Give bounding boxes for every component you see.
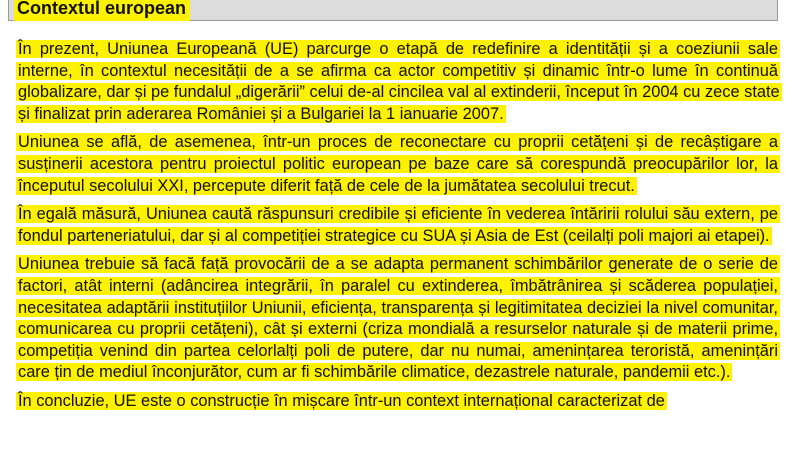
paragraph-text: Uniunea trebuie să facă față provocării de a se adapta permanent schimbărilor generate de o serie de factori, atât interni (adâncirea integrării, în paralel cu extinderea, îmbătrânirea și scăderea populației, necesitatea adaptării instituțiilor Uniunii, eficiența, transparența și legitimitatea deciziei la nivel comunitar, comunicarea cu proprii cetățeni), cât și externi (criza mondială a resurselor naturale și de materii prime, competiția venind din partea celorlalți poli de putere, dar nu numai, amenințarea teroristă, amenințări care țin de mediul înconjurător, cum ar fi schimbările climatice, dezastrele naturale, pandemii etc.). — [18, 255, 778, 382]
paragraph-5 — [16, 391, 780, 413]
paragraph-1 — [16, 39, 780, 125]
section-title: Contextul european — [14, 0, 190, 21]
paragraph-4 — [16, 254, 780, 384]
paragraph-3 — [16, 204, 780, 247]
paragraph-text: În concluzie, UE este o construcție în mișcare într-un context internațional caracterizat de — [18, 391, 665, 410]
section-header-bar — [8, 0, 778, 21]
paragraph-text: În egală măsură, Uniunea caută răspunsuri credibile și eficiente în vederea întăririi rolului său extern, pe fondul parteneriatului, dar și al competiției strategice cu SUA și Asia de Est (ceilalți poli majori ai etapei). — [18, 205, 778, 245]
paragraph-2 — [16, 132, 780, 197]
paragraph-text: În prezent, Uniunea Europeană (UE) parcurge o etapă de redefinire a identității și a coeziunii sale interne, în contextul necesității de a se afirma ca actor competitiv și dinamic într-o lume în continuă globalizare, dar și pe fundalul „digerării” celui de-al cincilea val al extinderii, început în 2004 cu zece state și finalizat prin aderarea României și a Bulgariei la 1 ianuarie 2007. — [18, 40, 780, 123]
paragraph-text: Uniunea se află, de asemenea, într-un proces de reconectare cu proprii cetățeni și de recâștigare a susținerii acestora pentru proiectul politic european pe baze care să corespundă preocupărilor lor, la începutul secolului XXI, percepute diferit față de cele de la jumătatea secolului trecut. — [18, 133, 778, 195]
article-body — [16, 39, 780, 420]
